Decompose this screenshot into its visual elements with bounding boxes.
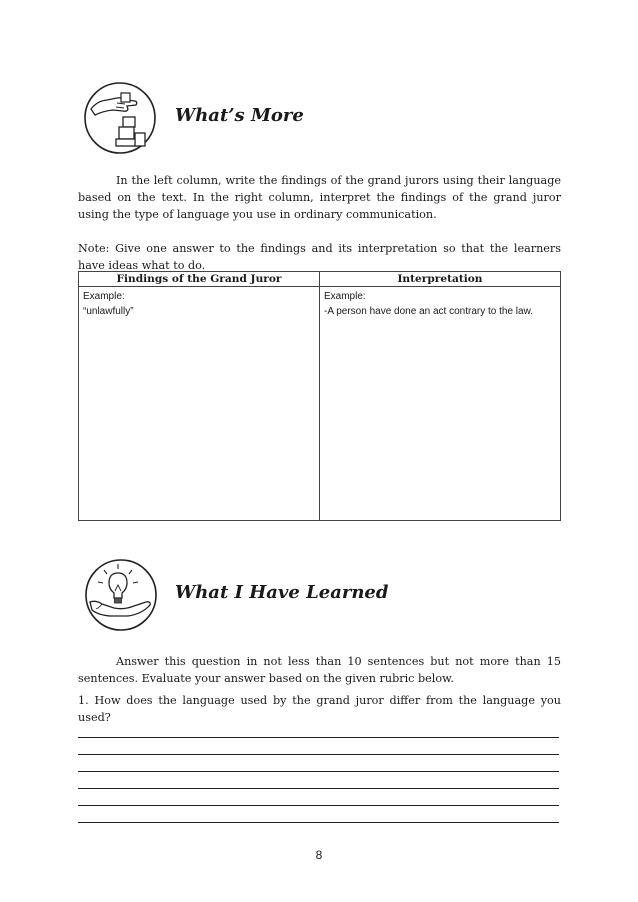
table-header-findings: Findings of the Grand Juror — [79, 272, 320, 287]
example-value: -A person have done an act contrary to the law. — [324, 306, 534, 317]
lightbulb-in-hand-icon — [84, 558, 158, 632]
findings-cell[interactable] — [79, 287, 320, 521]
answer-line[interactable] — [78, 822, 559, 823]
interpretation-cell[interactable] — [320, 287, 561, 521]
hand-stacking-blocks-icon — [83, 81, 157, 155]
example-label: Example: — [324, 291, 366, 302]
example-value: “unlawfully” — [83, 306, 134, 317]
learned-question: 1. How does the language used by the grand juror differ from the language you used? — [78, 694, 561, 724]
answer-line[interactable] — [78, 788, 559, 789]
answer-line[interactable] — [78, 805, 559, 806]
table-header-interpretation: Interpretation — [320, 272, 561, 287]
section-title-what-i-have-learned: What I Have Learned — [175, 582, 389, 603]
table-row — [79, 287, 561, 521]
answer-line[interactable] — [78, 771, 559, 772]
whats-more-instructions: In the left column, write the findings of the grand jurors using their language based on the text. In the right column, interpret the findings of the grand juror using the type of language you use in ordinary communication. — [78, 174, 561, 221]
learned-instructions: Answer this question in not less than 10 sentences but not more than 15 sentences. Evaluate your answer based on the given rubric below. — [78, 655, 561, 685]
findings-table — [78, 271, 561, 521]
whats-more-note: Note: Give one answer to the findings and its interpretation so that the learners have ideas what to do. — [78, 242, 561, 272]
example-label: Example: — [83, 291, 125, 302]
page-number: 8 — [315, 848, 323, 862]
answer-line[interactable] — [78, 737, 559, 738]
section-title-whats-more: What’s More — [175, 105, 304, 126]
answer-line[interactable] — [78, 754, 559, 755]
